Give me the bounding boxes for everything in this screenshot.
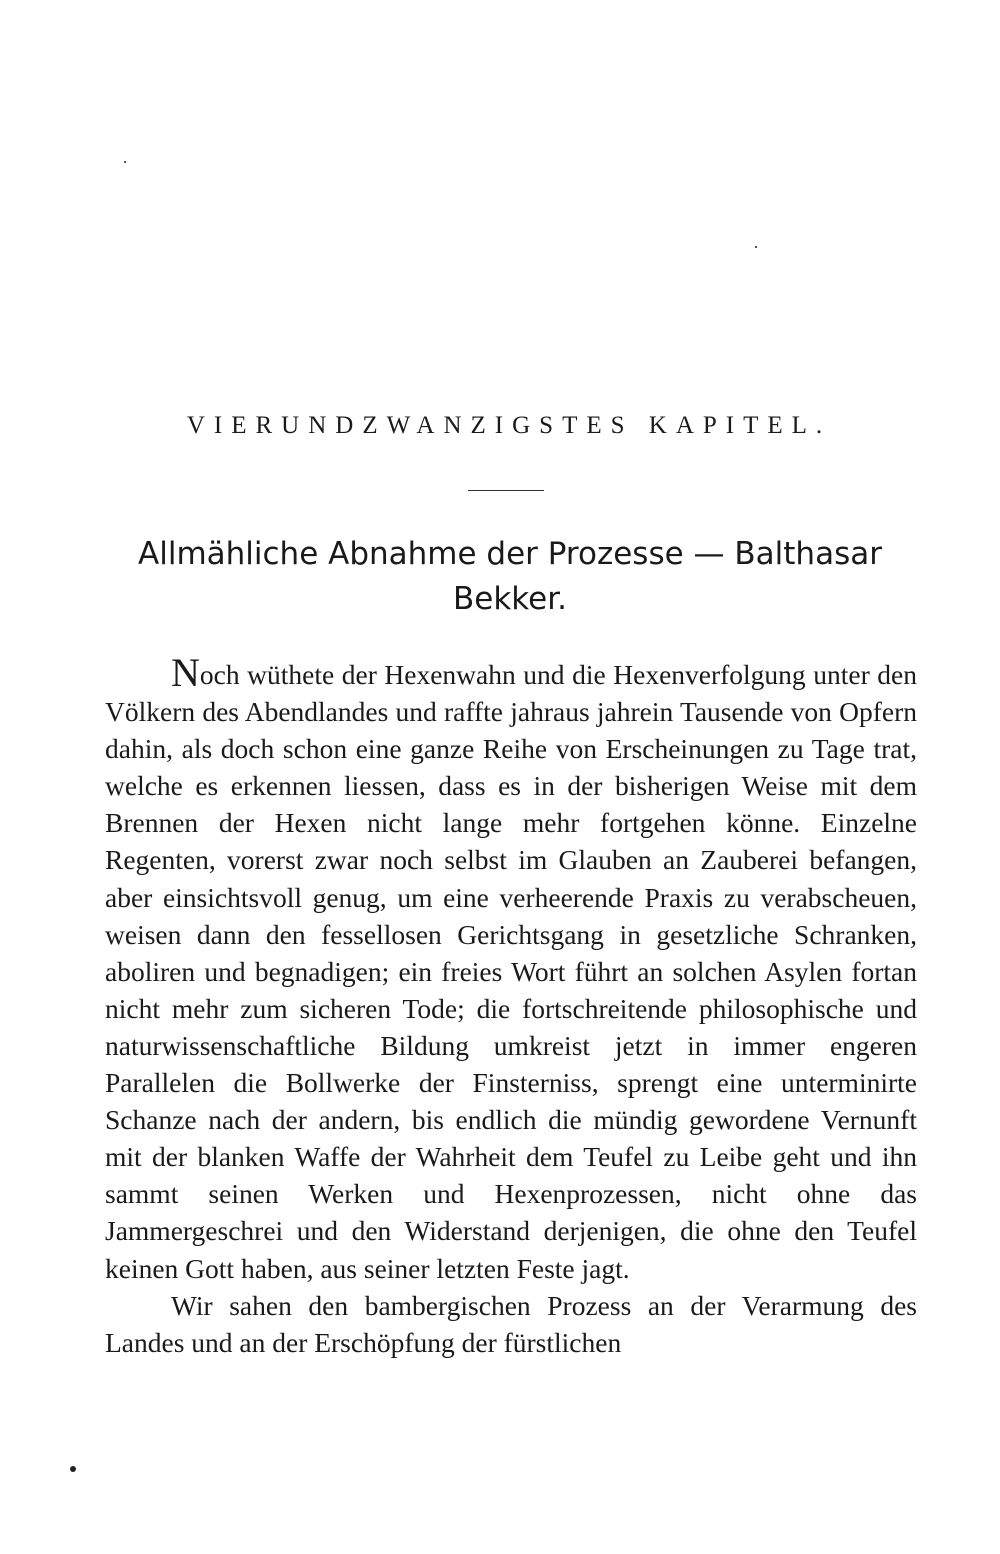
print-speck [70, 1466, 76, 1472]
print-speck [755, 246, 757, 248]
paragraph-1 [105, 650, 917, 1287]
chapter-title: Allmähliche Abnahme der Prozesse — Balthasar Bekker. [138, 536, 882, 617]
initial-letter: N [171, 650, 200, 695]
decorative-rule [468, 490, 544, 491]
body-text [105, 650, 917, 1361]
print-speck [124, 161, 126, 163]
chapter-heading: VIERUNDZWANZIGSTES KAPITEL. [186, 412, 832, 439]
paragraph-1-text: och wüthete der Hexenwahn und die Hexenverfolgung unter den Völkern des Abendlandes und raffte jahraus jahrein Tausende von Opfern dahin, als doch schon eine ganze Reihe von Erscheinungen zu Tage trat, welche es erkennen liessen, dass es in der bisherigen Weise mit dem Brennen der Hexen nicht lange mehr fortgehen könne. Einzelne Regenten, vorerst zwar noch selbst im Glauben an Zauberei befangen, aber einsichtsvoll genug, um eine verheerende Praxis zu verabscheuen, weisen dann den fessellosen Gerichtsgang in gesetzliche Schranken, aboliren und begnadigen; ein freies Wort führt an solchen Asylen fortan nicht mehr zum sicheren Tode; die fortschreitende philosophische und naturwissenschaftliche Bildung umkreist jetzt in immer engeren Parallelen die Bollwerke der Finsterniss, sprengt eine unterminirte Schanze nach der andern, bis endlich die mündig gewordene Vernunft mit der blanken Waffe der Wahrheit dem Teufel zu Leibe geht und ihn sammt seinen Werken und Hexenprozessen, nicht ohne das Jammergeschrei und den Widerstand derjenigen, die ohne den Teufel keinen Gott haben, aus seiner letzten Feste jagt. [105, 659, 917, 1284]
paragraph-2: Wir sahen den bambergischen Prozess an der Verarmung des Landes und an der Erschöpfung der fürstlichen [105, 1289, 917, 1358]
